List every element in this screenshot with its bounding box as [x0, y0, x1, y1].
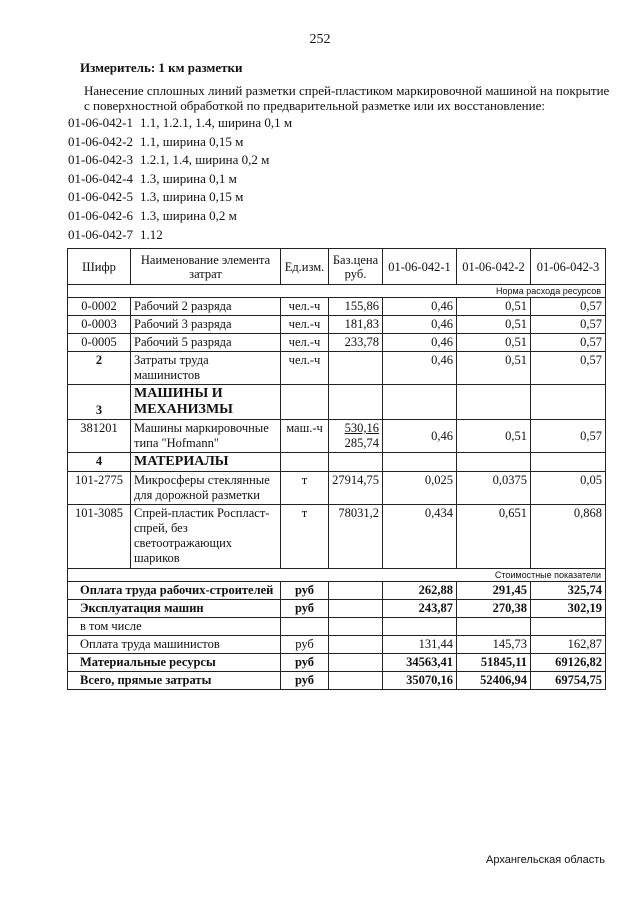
- cell-name: Затраты труда машинистов: [131, 352, 281, 385]
- measure-heading: Измеритель: 1 км разметки: [80, 60, 243, 75]
- footer-region: Архангельская область: [486, 854, 605, 866]
- cell-price: [329, 420, 383, 453]
- cell-price: [329, 352, 383, 385]
- code: 01-06-042-3: [68, 152, 133, 168]
- code-list-item: [68, 207, 292, 226]
- col-header-unit: Ед.изм.: [281, 249, 329, 285]
- totals-unit: руб: [281, 636, 329, 654]
- cell-value: 0,0375: [457, 472, 531, 505]
- totals-row: [68, 582, 606, 600]
- cell-unit: т: [281, 472, 329, 505]
- cell-code: 0-0005: [68, 334, 131, 352]
- code-desc: 1.1, ширина 0,15 м: [140, 133, 244, 149]
- code-desc: 1.3, ширина 0,15 м: [140, 189, 244, 205]
- totals-name: Оплата труда рабочих-строителей: [68, 582, 281, 600]
- code: 01-06-042-7: [68, 226, 133, 242]
- totals-value: 162,87: [531, 636, 606, 654]
- cell-unit: чел.-ч: [281, 316, 329, 334]
- cell-value: 0,51: [457, 298, 531, 316]
- cell-code: 3: [68, 385, 131, 420]
- cell-name: Рабочий 3 разряда: [131, 316, 281, 334]
- cell-price: 27914,75: [329, 472, 383, 505]
- cell-name: Микросферы стеклянные для дорожной разметки: [131, 472, 281, 505]
- intro-text: Нанесение сплошных линий разметки спрей-пластиком маркировочной машиной на покрытие с поверхностной обработкой по предварительной разметке или их восстановление:: [84, 83, 610, 113]
- cost-label-row: [68, 569, 606, 582]
- cell-code: 0-0002: [68, 298, 131, 316]
- cell-value: 0,46: [383, 316, 457, 334]
- table-row: [68, 334, 606, 352]
- code-list-item: [68, 133, 292, 152]
- col-header-name: Наименование элемента затрат: [131, 249, 281, 285]
- cell-value: 0,57: [531, 298, 606, 316]
- code-list-item: [68, 226, 292, 245]
- code-list-item: [68, 170, 292, 189]
- code: 01-06-042-1: [68, 115, 133, 130]
- cell-name: Рабочий 2 разряда: [131, 298, 281, 316]
- page-number: 252: [309, 32, 331, 47]
- totals-name: Всего, прямые затраты: [68, 672, 281, 690]
- section-title: МАШИНЫ И МЕХАНИЗМЫ: [131, 385, 281, 420]
- cell-value: 0,51: [457, 420, 531, 453]
- totals-value: 291,45: [457, 582, 531, 600]
- code: 01-06-042-4: [68, 170, 133, 186]
- code-desc: 1.3, ширина 0,2 м: [140, 207, 237, 223]
- price-value-secondary: 285,74: [344, 436, 379, 450]
- code-list-item: [68, 151, 292, 170]
- table-header-row: [68, 249, 606, 285]
- cell-value: 0,57: [531, 316, 606, 334]
- code-desc: 1.12: [140, 226, 163, 242]
- cell-value: 0,46: [383, 334, 457, 352]
- cell-value: 0,57: [531, 352, 606, 385]
- cell-code: 381201: [68, 420, 131, 453]
- col-header-price: Баз.цена руб.: [329, 249, 383, 285]
- totals-name: Материальные ресурсы: [68, 654, 281, 672]
- col-header-code-2: 01-06-042-2: [457, 249, 531, 285]
- cell-code: 101-2775: [68, 472, 131, 505]
- cell-name: Спрей-пластик Роспласт-спрей, без светоотражающих шариков: [131, 505, 281, 569]
- code: 01-06-042-2: [68, 133, 133, 149]
- totals-value: 270,38: [457, 600, 531, 618]
- table-row: [68, 352, 606, 385]
- cell-value: 0,868: [531, 505, 606, 569]
- cell-code: 0-0003: [68, 316, 131, 334]
- code-desc: 1.3, ширина 0,1 м: [140, 170, 237, 186]
- cell-value: 0,46: [383, 298, 457, 316]
- totals-value: 35070,16: [383, 672, 457, 690]
- code-list-item: [68, 188, 292, 207]
- cell-unit: маш.-ч: [281, 420, 329, 453]
- code-desc: 1.1, 1.2.1, 1.4, ширина 0,1 м: [140, 115, 293, 130]
- totals-row: [68, 672, 606, 690]
- table-row: [68, 505, 606, 569]
- cell-unit: чел.-ч: [281, 334, 329, 352]
- code: 01-06-042-5: [68, 189, 133, 205]
- cost-label: Стоимостные показатели: [68, 569, 606, 582]
- cell-price: 181,83: [329, 316, 383, 334]
- table-row: [68, 420, 606, 453]
- cell-value: 0,651: [457, 505, 531, 569]
- col-header-code-3: 01-06-042-3: [531, 249, 606, 285]
- cell-unit: чел.-ч: [281, 298, 329, 316]
- totals-unit: руб: [281, 672, 329, 690]
- cell-code: 101-3085: [68, 505, 131, 569]
- section-row: [68, 385, 606, 420]
- resource-table: [67, 248, 606, 690]
- col-header-code-1: 01-06-042-1: [383, 249, 457, 285]
- section-title: МАТЕРИАЛЫ: [131, 453, 281, 472]
- code-list-item: [68, 114, 292, 133]
- totals-unit: руб: [281, 654, 329, 672]
- cell-price: 233,78: [329, 334, 383, 352]
- price-value: 530,16: [344, 421, 379, 435]
- totals-row: [68, 600, 606, 618]
- totals-row: [68, 618, 606, 636]
- code-list: [68, 114, 292, 244]
- cell-name: Машины маркировочные типа "Hofmann": [131, 420, 281, 453]
- totals-unit: руб: [281, 600, 329, 618]
- cell-code: 2: [68, 352, 131, 385]
- code-desc: 1.2.1, 1.4, ширина 0,2 м: [140, 152, 270, 168]
- norm-label-row: [68, 285, 606, 298]
- cell-value: 0,46: [383, 352, 457, 385]
- cell-code: 4: [68, 453, 131, 472]
- norm-label: Норма расхода ресурсов: [68, 285, 606, 298]
- totals-name: в том числе: [68, 618, 281, 636]
- totals-value: 131,44: [383, 636, 457, 654]
- cell-value: 0,434: [383, 505, 457, 569]
- code: 01-06-042-6: [68, 207, 133, 223]
- cell-value: 0,57: [531, 334, 606, 352]
- totals-value: 52406,94: [457, 672, 531, 690]
- totals-value: 262,88: [383, 582, 457, 600]
- totals-name: Эксплуатация машин: [68, 600, 281, 618]
- totals-value: 145,73: [457, 636, 531, 654]
- cell-value: 0,57: [531, 420, 606, 453]
- totals-value: 69126,82: [531, 654, 606, 672]
- table-row: [68, 298, 606, 316]
- totals-value: 51845,11: [457, 654, 531, 672]
- cell-value: 0,51: [457, 352, 531, 385]
- totals-name: Оплата труда машинистов: [68, 636, 281, 654]
- cell-price: 78031,2: [329, 505, 383, 569]
- totals-value: 34563,41: [383, 654, 457, 672]
- totals-row: [68, 654, 606, 672]
- cell-value: 0,51: [457, 316, 531, 334]
- totals-value: 243,87: [383, 600, 457, 618]
- totals-value: 302,19: [531, 600, 606, 618]
- cell-name: Рабочий 5 разряда: [131, 334, 281, 352]
- totals-unit: руб: [281, 582, 329, 600]
- table-row: [68, 316, 606, 334]
- cell-unit: чел.-ч: [281, 352, 329, 385]
- totals-row: [68, 636, 606, 654]
- cell-value: 0,025: [383, 472, 457, 505]
- totals-value: 69754,75: [531, 672, 606, 690]
- totals-value: 325,74: [531, 582, 606, 600]
- table-row: [68, 472, 606, 505]
- section-row: [68, 453, 606, 472]
- cell-unit: т: [281, 505, 329, 569]
- cell-value: 0,46: [383, 420, 457, 453]
- cell-value: 0,05: [531, 472, 606, 505]
- col-header-code: Шифр: [68, 249, 131, 285]
- cell-value: 0,51: [457, 334, 531, 352]
- cell-price: 155,86: [329, 298, 383, 316]
